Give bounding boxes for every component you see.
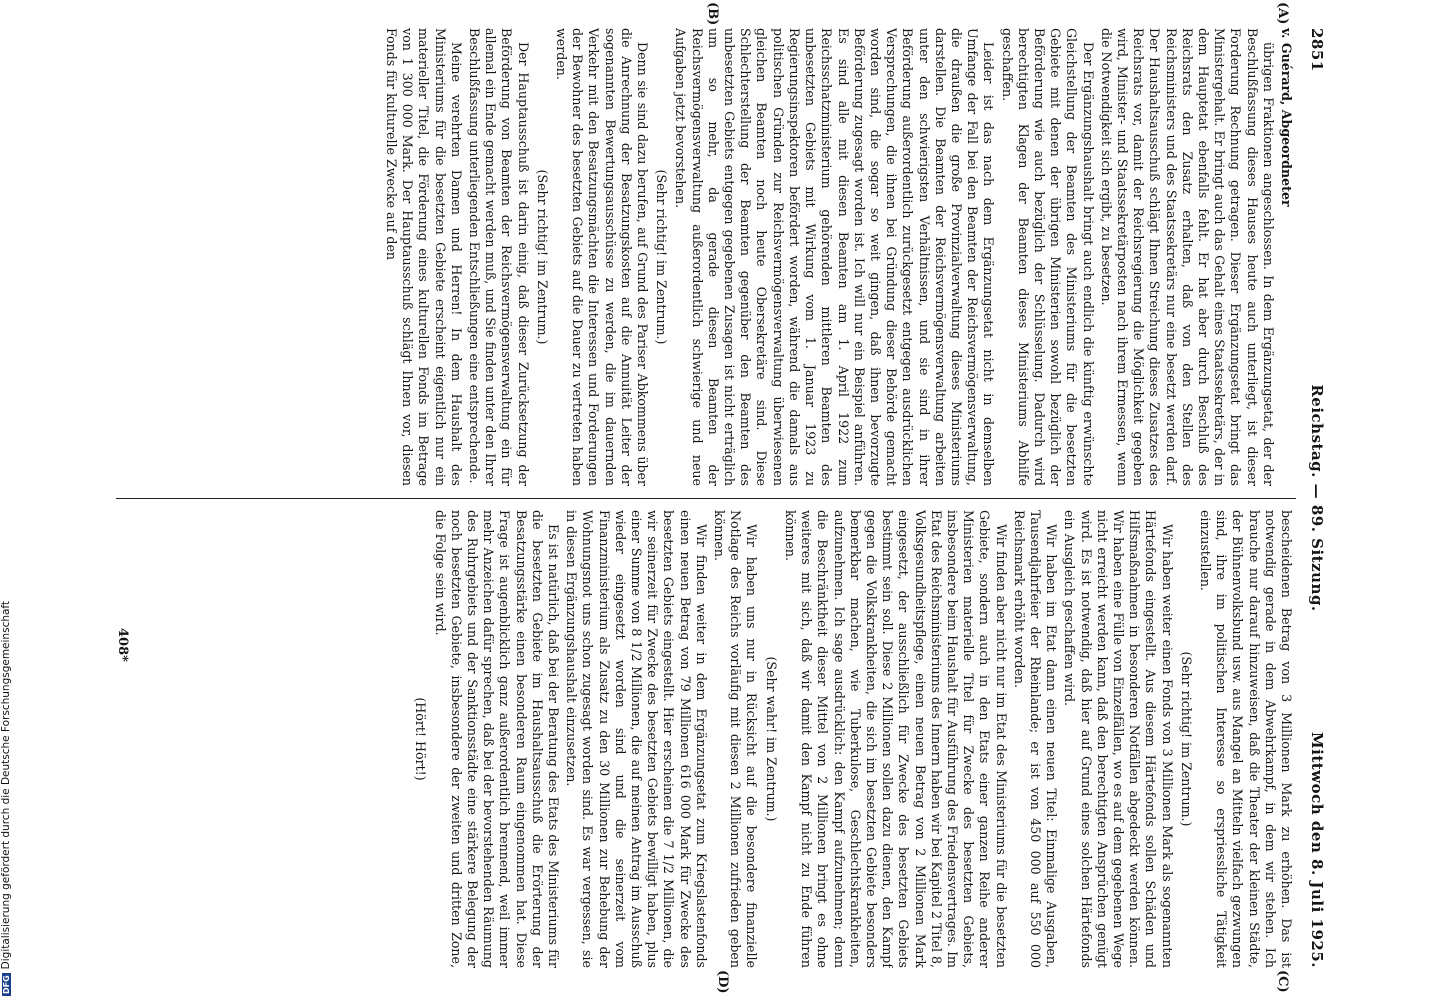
left-paragraph: übrigen Fraktionen angeschlossen. In dem Ergänzungsetat, der der Beschlußfassung dieses Hauses heute auch unterliegt, ist dieser Forderung Rechnung getragen. Dieser Ergänzungsetat bringt das Ministergehalt. Er bringt auch das Gehalt eines Staatssekretärs, der in dem Hauptetat ebenfalls fehlt. Er hat aber durch Beschluß des Reichsrats den Zusatz erhalten, daß von den Stellen des Reichsministers und des Staatssekretärs nur eine besetzt werden darf. Der Haushaltsausschuß schlägt Ihnen Streichung dieses Zusatzes des Reichsrats vor, damit der Reichsregierung die Möglichkeit gegeben wird, Minister- und Staatssekretärposten nach ihrem Ermessen, wenn die Notwendigkeit sich ergibt, zu besetzen.: [1098, 28, 1276, 486]
column-divider: [116, 498, 1296, 499]
header-title: Reichstag. — 89. Sitzung.: [1308, 384, 1326, 612]
left-paragraph: Leider ist das nach dem Ergänzungsetat nicht in demselben Umfange der Fall bei den Beamten der Reichsvermögensverwaltung, die draußen die große Provinzialverwaltung dieses Ministeriums darstellen. Die Beamten der Reichsvermögensverwaltung arbeiten unter den schwierigsten Verhältnissen, und sie sind in ihrer Beförderung außerordentlich zurückgesetzt entgegen ausdrücklichen Versprechungen, die ihnen bei Gründung dieser Behörde gemacht worden sind, die sogar so weit gingen, daß ihnen bevorzugte Beförderung zugesagt worden ist. Ich will nur ein Beispiel anführen. Es sind alle mit diesen Beamten am 1. April 1922 zum Reichsschatzministerium gehörenden mittleren Beamten des unbesetzten Gebiets mit Wirkung vom 1. Januar 1923 zu Regierungsinspektoren befördert worden, während die damals aus politischen Gründen zur Reichsvermögensverwaltung überwiesenen gleichen Beamten noch heute Obersekretäre sind. Diese Schlechterstellung der Beamten gegenüber den Beamten des unbesetzten Gebiets entgegen gegebenen Zusagen ist nicht erträglich um so mehr, da gerade diesen Beamten der Reichsvermögensverwaltung außerordentlich schwierige und neue Aufgaben jetzt bevorstehen.: [673, 28, 997, 486]
right-column: [114, 510, 1294, 968]
rotated-page-content: [100, 2, 1330, 994]
right-paragraph: Wir haben weiter einen Fonds von 3 Millionen Mark als sogenannten Härtefonds eingestellt. Aus diesem Härtefonds sollen Schäden und Hilfsmaßnahmen in besonderen Notfällen abgedeckt werden können. Wir haben eine Fülle von Einzelfällen, wo es auf dem gegebenen Wege nicht erreicht werden kann, daß den berechtigten Ansprüchen genügt wird. Es ist notwendig, daß hier auf Grund eines solchen Härtefonds ein Ausgleich geschaffen wird.: [1062, 510, 1175, 968]
left-column: [114, 28, 1294, 486]
page-header: [1302, 28, 1330, 968]
right-paragraph: Wir haben uns nur in Rücksicht auf die besondere finanzielle Notlage des Reichs vorläufig mit diesen 2 Millionen zufrieden geben können.: [712, 510, 760, 968]
interjection: (Sehr richtig! im Zentrum.): [654, 169, 670, 345]
header-date: Mittwoch den 8. Juli 1925.: [1308, 732, 1326, 968]
left-paragraph: Der Ergänzungshaushalt bringt auch endlich die künftig erwünschte Gleichstellung der Beamten des Ministeriums für die besetzten Gebiete mit denen der übrigen Ministerien sowohl bezüglich der Beförderung wie auch bezüglich der Schlüsselung. Dadurch wird berechtigten Klagen der Beamten dieses Ministeriums Abhilfe geschaffen.: [999, 28, 1096, 486]
dfg-logo: DFG: [1, 975, 11, 994]
right-paragraph: Wir finden weiter in dem Ergänzungsetat zum Kriegslastenfonds einen neuen Betrag von 79 Millionen 616 000 Mark für Zwecke des besetzten Gebiets eingestellt. Hier erscheinen die 7 1/2 Millionen, die wir seinerzeit für Zwecke des besetzten Gebiets bewilligt haben, plus einer Summe von 8 1/2 Millionen, die auf meinen Antrag im Ausschuß wieder eingesetzt worden sind und die seinerzeit vom Finanzministerium als Zusatz zu den 30 Millionen zur Behebung der Wohnungsnot uns schon zugesagt worden sind. Es war vergessen, sie in diesen Ergänzungshaushalt einzusetzen.: [564, 510, 709, 968]
left-paragraph: Meine verehrten Damen und Herren! In dem Haushalt des Ministeriums für die besetzten Gebiete erscheint eigentlich nur ein materieller Titel, die Förderung eines kulturellen Fonds im Betrage von 1 300 000 Mark. Der Hauptausschuß schlägt Ihnen vor, diesen Fonds für kulturelle Zwecke auf den: [384, 28, 464, 486]
margin-mark-c: (C): [1275, 970, 1290, 993]
left-paragraph: Der Hauptausschuß ist darin einig, daß dieser Zurücksetzung der Beförderung von Beamten der Reichsvermögensverwaltung ein für allemal ein Ende gemacht werden muß, und Sie finden unter den Ihrer Beschlußfassung unterliegenden Entschließungen eine entsprechende.: [467, 28, 531, 486]
margin-mark-b: (B): [705, 2, 720, 26]
margin-mark-a: (A): [1275, 2, 1290, 25]
left-paragraph: Denn sie sind dazu berufen, auf Grund des Pariser Abkommens über die Anrechnung der Besatzungskosten auf die Annuität Leiter der sogenannten Bewertungsausschüsse zu werden, die im dauernden Verkehr mit den Besatzungsmächten die Interessen und Forderungen der Bewohner des besetzten Gebiets auf die Dauer zu vertreten haben werden.: [554, 28, 651, 486]
digitization-credit: [0, 576, 14, 996]
interjection: (Hört! Hört!): [413, 697, 429, 781]
interjection: (Sehr richtig! im Zentrum.): [1178, 651, 1194, 827]
interjection: (Sehr wahr! im Zentrum.): [763, 656, 779, 822]
page-number: 2851: [1308, 28, 1326, 72]
right-paragraph: Wir finden aber nicht nur im Etat des Ministeriums für die besetzten Gebiete, sondern auch in den Etats einer ganzen Reihe anderer Ministerien materielle Titel für Zwecke des besetzten Gebiets, insbesondere beim Haushalt für Ausführung des Friedensvertrages. Im Etat des Reichsministeriums des Innern haben wir bei Kapitel 2 Titel 8, Volksgesundheitspflege, einen neuen Betrag von 2 Millionen Mark eingesetzt, der ausschließlich für Zwecke des besetzten Gebiets bestimmt sein soll. Diese 2 Millionen sollen dazu dienen, den Kampf gegen die Volkskrankheiten, die sich im besetzten Gebiete besonders bemerkbar machen, wie Tuberkulose, Geschlechtskrankheiten, aufzunehmen. Ich sage ausdrücklich: den Kampf aufzunehmen; denn die Beschränktheit dieser Mittel von 2 Millionen bringt es ohne weiteres mit sich, daß wir damit den Kampf nicht zu Ende führen können.: [782, 510, 1009, 968]
right-paragraph: Es ist natürlich, daß bei der Beratung des Etats des Ministeriums für die besetzten Gebiete im Haushaltsausschuß die Erörterung der Besatzungsstärke einen besonderen Raum eingenommen hat. Diese Frage ist augenblicklich ganz außerordentlich brennend, weil immer mehr Anzeichen dafür sprechen, daß bei der bevorstehenden Räumung des Ruhrgebiets und der Sanktionsstädte eine stärkere Belegung der noch besetzten Gebiete, insbesondere der zweiten und dritten Zone, die Folge sein wird.: [432, 510, 562, 968]
right-paragraph: bescheidenen Betrag von 3 Millionen Mark zu erhöhen. Das ist notwendig gerade in dem Abwehrkampf, in dem wir stehen. Ich brauche nur darauf hinzuweisen, daß die Theater der kleinen Städte, der Bühnenvolksbund usw. aus Mangel an Mitteln vielfach gezwungen sind, ihre im politischen Interesse so erspriessliche Tätigkeit einzustellen.: [1197, 510, 1294, 968]
margin-mark-d: (D): [715, 970, 730, 994]
interjection: (Sehr richtig! im Zentrum.): [534, 169, 550, 345]
footer-sheet-number: 408*: [115, 628, 130, 662]
credit-text: Digitalisierung gefördert durch die Deutsche Forschungsgemeinschaft: [0, 600, 12, 970]
right-paragraph: Wir haben im Etat dann einen neuen Titel: Einmalige Ausgaben, Tausendjahrfeier der Rheinlande; er ist von 450 000 auf 550 000 Reichsmark erhöht worden.: [1011, 510, 1060, 968]
speaker-line: v. Guérard, Abgeordneter: [1279, 28, 1294, 207]
